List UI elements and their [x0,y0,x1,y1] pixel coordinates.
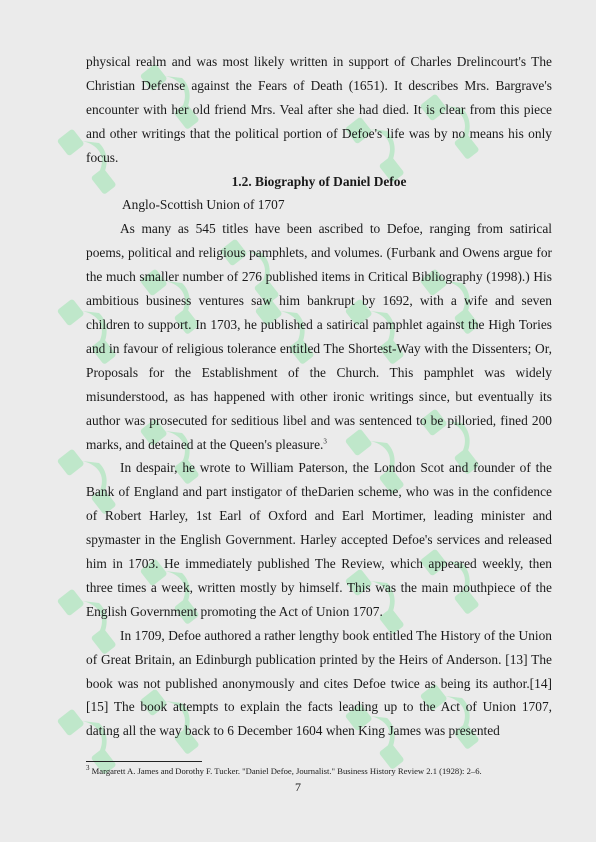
footnote-divider [86,761,202,762]
section-heading: 1.2. Biography of Daniel Defoe [231,173,407,189]
paragraph-1: physical realm and was most likely written in support of Charles Drelincourt's The Christian Defense against the Fears of Death (1651). It describes Mrs. Bargrave's encounter with her old friend Mrs. Veal after she had died. It is clear from this piece and other writings that the political portion of Defoe's life was by no means his only focus. [86,54,552,165]
subheading: Anglo-Scottish Union of 1707 [122,197,285,213]
paragraph-2 [86,217,552,456]
paragraph-4: In 1709, Defoe authored a rather lengthy book entitled The History of the Union of Great Britain, an Edinburgh publication printed by the Heirs of Anderson. [13] The book was not published anonymously and cites Defoe twice as being its author.[14][15] The book attempts to explain the facts leading up to the Act of Union 1707, dating all the way back to 6 December 1604 when King James was presented [86,627,552,739]
paragraph-3: In despair, he wrote to William Paterson, the London Scot and founder of the Bank of England and part instigator of theDarien scheme, who was in the confidence of Robert Harley, 1st Earl of Oxford and Earl Mortimer, leading minister and spymaster in the English Government. Harley accepted Defoe's services and released him in 1703. He immediately published The Review, which appeared weekly, then three times a week, written mostly by himself. This was the main mouthpiece of the English Government promoting the Act of Union 1707. [86,460,552,619]
page-number: 7 [295,780,301,794]
footnote-reference: 3 [323,437,327,446]
footnote-mark: 3 [86,764,90,773]
body-text [86,50,552,743]
paragraph-2-text: As many as 545 titles have been ascribed to Defoe, ranging from satirical poems, political and religious pamphlets, and volumes. (Furbank and Owens argue for the much smaller number of 276 published items in Critical Bibliography (1998).) His ambitious business ventures saw him bankrupt by 1692, with a wife and seven children to support. In 1703, he published a satirical pamphlet against the High Tories and in favour of religious tolerance entitled The Shortest-Way with the Dissenters; Or, Proposals for the Establishment of the Church. This pamphlet was widely misunderstood, as has happened with other ironic writings since, but eventually its author was prosecuted for seditious libel and was sentenced to be pilloried, fined 200 marks, and detained at the Queen's pleasure. [86,221,552,452]
footnote [86,765,556,777]
footnote-text: Margarett A. James and Dorothy F. Tucker. "Daniel Defoe, Journalist." Business History Review 2.1 (1928): 2–6. [91,766,482,776]
